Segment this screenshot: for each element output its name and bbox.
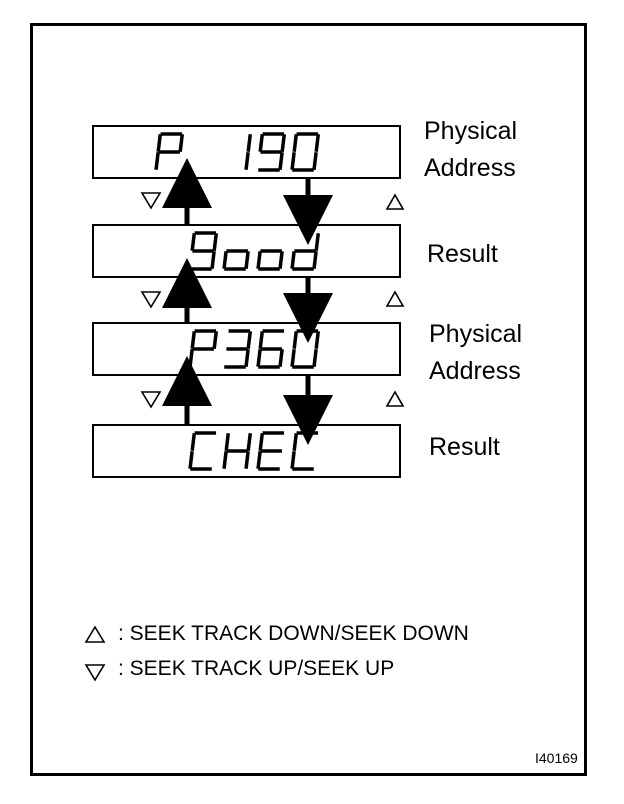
label-result-1: Result [427, 240, 498, 268]
triangle-up-icon [387, 292, 403, 306]
triangle-down-icon [142, 292, 160, 307]
label-physical-address-2: Physical Address [429, 320, 523, 385]
label-result-2: Result [429, 433, 500, 461]
triangle-down-icon [142, 193, 160, 208]
legend-triangle-up-icon [86, 627, 104, 642]
triangle-up-icon [387, 392, 403, 406]
triangle-down-icon [142, 392, 160, 407]
figure-code: I40169 [535, 750, 578, 766]
legend-triangle-down-icon [86, 665, 104, 680]
label-physical-address-1: Physical Address [424, 117, 518, 182]
triangle-up-icon [387, 195, 403, 209]
